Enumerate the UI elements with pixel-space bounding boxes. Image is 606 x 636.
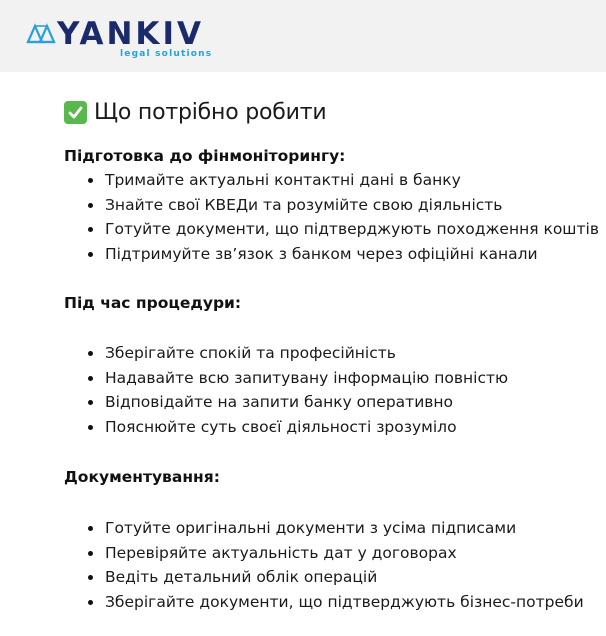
check-mark-button-icon: [64, 101, 87, 124]
bullet-icon: [88, 227, 93, 232]
page-title-row: [64, 96, 326, 128]
bullet-icon: [88, 178, 93, 183]
yankiv-logo[interactable]: [26, 14, 226, 62]
section-heading-preparation: Підготовка до фінмоніторингу:: [64, 147, 346, 165]
page-title: Що потрібно робити: [94, 99, 327, 125]
site-header: [0, 0, 606, 72]
bullet-icon: [88, 600, 93, 605]
bullet-icon: [88, 376, 93, 381]
bullet-icon: [88, 252, 93, 257]
logo-tagline: legal solutions: [120, 49, 213, 59]
bullet-icon: [88, 551, 93, 556]
bullet-icon: [88, 400, 93, 405]
bullet-icon: [88, 203, 93, 208]
bullet-icon: [88, 575, 93, 580]
section-heading-documentation: Документування:: [64, 468, 220, 486]
section-heading-procedure: Під час процедури:: [64, 294, 242, 312]
bullet-icon: [88, 425, 93, 430]
scales-of-justice-icon: [26, 22, 56, 44]
bullet-icon: [88, 351, 93, 356]
bullet-icon: [88, 526, 93, 531]
logo-name: YANKIV: [57, 16, 204, 52]
